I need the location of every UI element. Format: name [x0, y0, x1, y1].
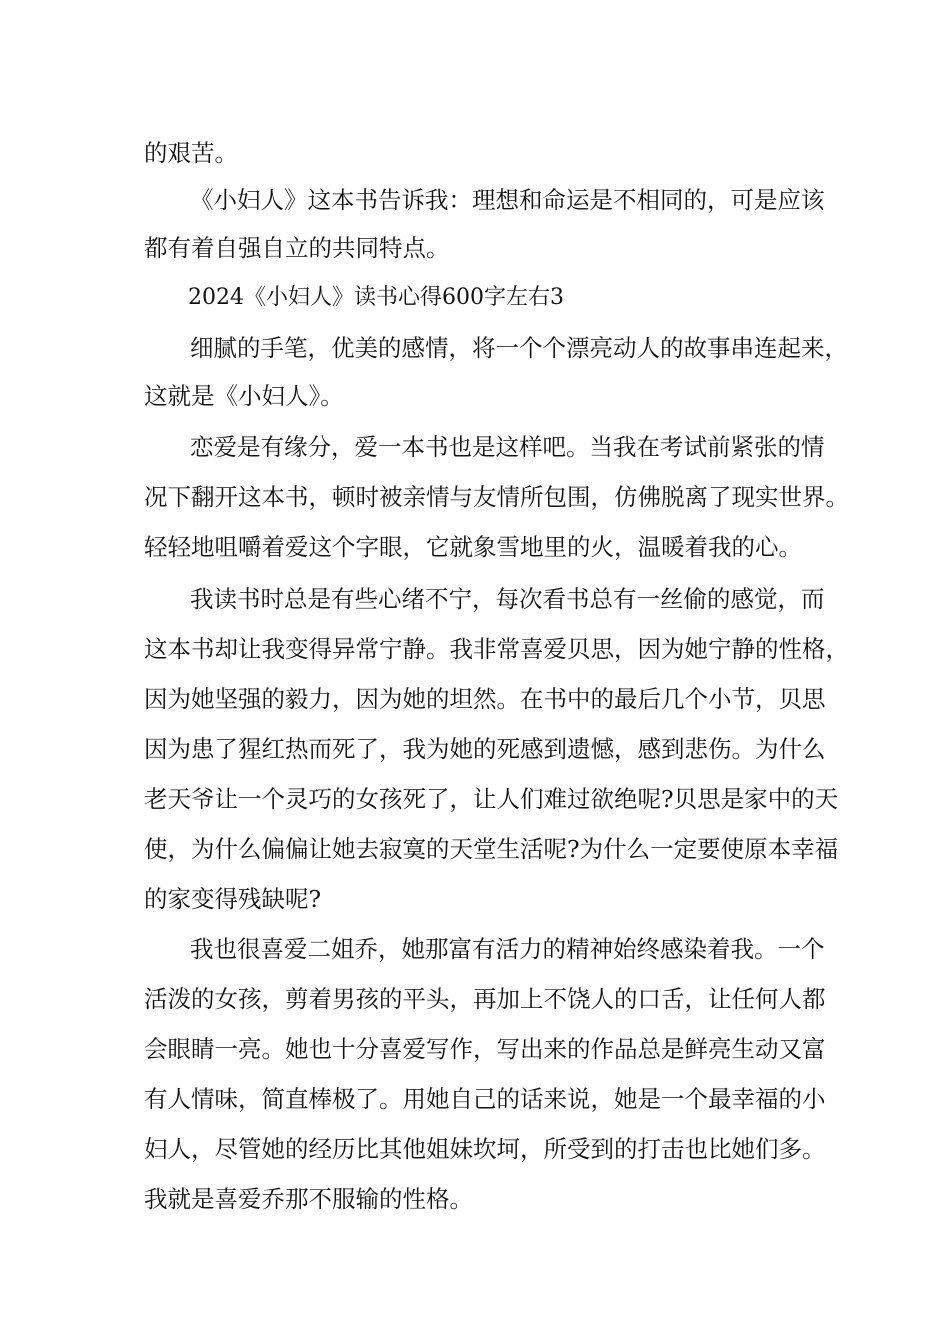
text-line: 我读书时总是有些心绪不宁，每次看书总有一丝偷的感觉，而	[190, 585, 825, 613]
text-line: 况下翻开这本书，顿时被亲情与友情所包围，仿佛脱离了现实世界。	[144, 483, 849, 511]
text-line: 细腻的手笔，优美的感情，将一个个漂亮动人的故事串连起来，	[190, 334, 848, 362]
text-line: 的艰苦。	[144, 139, 238, 167]
text-line: 都有着自强自立的共同特点。	[144, 234, 450, 262]
text-line: 这本书却让我变得异常宁静。我非常喜爱贝思，因为她宁静的性格，	[144, 635, 849, 663]
text-line: 有人情味，简直棒极了。用她自己的话来说，她是一个最幸福的小	[144, 1085, 826, 1113]
text-line: 使，为什么偏偏让她去寂寞的天堂生活呢?为什么一定要使原本幸福	[144, 835, 839, 863]
text-line: 《小妇人》这本书告诉我：理想和命运是不相同的，可是应该	[190, 186, 825, 214]
text-line: 我就是喜爱乔那不服输的性格。	[144, 1185, 473, 1213]
text-line: 老天爷让一个灵巧的女孩死了，让人们难过欲绝呢?贝思是家中的天	[144, 785, 839, 813]
text-line: 恋爱是有缘分，爱一本书也是这样吧。当我在考试前紧张的情	[190, 433, 825, 461]
text-line: 因为患了猩红热而死了，我为她的死感到遗憾，感到悲伤。为什么	[144, 735, 826, 763]
text-line: 活泼的女孩，剪着男孩的平头，再加上不饶人的口舌，让任何人都	[144, 985, 826, 1013]
text-line: 这就是《小妇人》。	[144, 382, 344, 410]
section-heading: 2024《小妇人》读书心得600字左右3	[188, 285, 564, 310]
text-line: 轻轻地咀嚼着爱这个字眼，它就象雪地里的火，温暖着我的心。	[144, 533, 802, 561]
text-line: 妇人，尽管她的经历比其他姐妹坎坷，所受到的打击也比她们多。	[144, 1135, 826, 1163]
text-line: 会眼睛一亮。她也十分喜爱写作，写出来的作品总是鲜亮生动又富	[144, 1035, 826, 1063]
text-line: 我也很喜爱二姐乔，她那富有活力的精神始终感染着我。一个	[190, 935, 825, 963]
text-line: 的家变得残缺呢?	[144, 885, 322, 913]
text-line: 因为她坚强的毅力，因为她的坦然。在书中的最后几个小节，贝思	[144, 685, 826, 713]
